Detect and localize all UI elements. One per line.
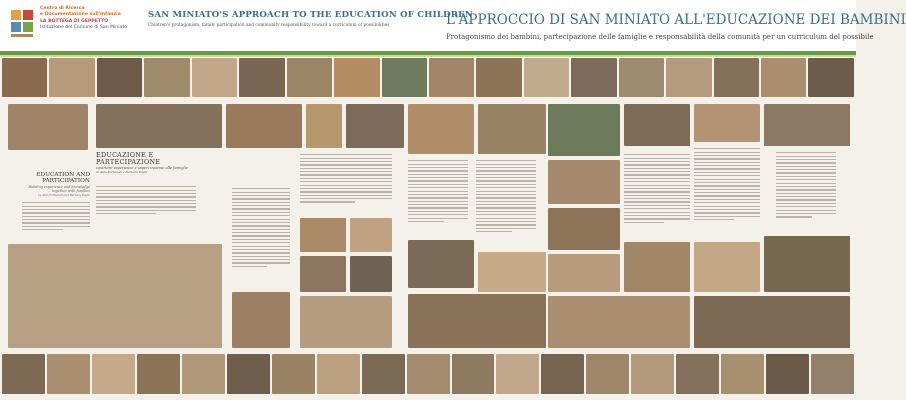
photo-art-corner	[548, 208, 620, 250]
section-subtitle-english: Building experience and knowledge together with families	[28, 184, 90, 194]
photo-celebration	[548, 296, 690, 348]
text-line	[300, 168, 392, 169]
photo-outdoor	[408, 240, 474, 288]
strip-photo-bottom	[766, 354, 809, 394]
text-line	[408, 207, 468, 208]
photo-children-drawing	[8, 104, 88, 150]
text-line	[624, 195, 690, 196]
photo-toddlers	[694, 242, 760, 292]
text-line	[232, 225, 290, 226]
text-line	[96, 206, 196, 207]
logo-line-4: Istituzione del Comune di San Miniato	[40, 25, 127, 31]
text-line	[624, 205, 690, 206]
text-line	[232, 205, 290, 206]
text-line	[232, 249, 290, 250]
text-line	[624, 222, 664, 223]
text-line	[300, 201, 355, 202]
text-line	[476, 167, 536, 168]
text-line	[694, 185, 760, 186]
strip-photo-top	[239, 58, 284, 97]
text-line	[232, 188, 290, 189]
text-line	[694, 168, 760, 169]
text-line	[408, 211, 468, 212]
strip-photo-top	[714, 58, 759, 97]
photo-children-table	[226, 104, 302, 148]
subtitle-english: Children's protagonism, family participation and community responsibility toward a curriculum of possibilities	[148, 23, 390, 28]
text-line	[776, 193, 836, 194]
text-column-italian-2	[476, 158, 536, 248]
text-line	[776, 176, 836, 177]
text-line	[694, 206, 760, 207]
subtitle-italian: Protagonismo dei bambini, partecipazione delle famiglie e responsabilità della comunità per un curriculum del possibile	[446, 33, 874, 41]
strip-photo-top	[2, 58, 47, 97]
strip-photo-top	[666, 58, 711, 97]
text-line	[300, 188, 392, 189]
text-line	[476, 170, 536, 171]
text-line	[694, 212, 760, 213]
strip-photo-bottom	[721, 354, 764, 394]
text-line	[476, 174, 536, 175]
section-authors-english: by Aldo Fortunati and Barbara Pagni	[37, 193, 90, 198]
text-line	[232, 195, 290, 196]
strip-photo-top	[144, 58, 189, 97]
text-line	[232, 242, 290, 243]
title-english: SAN MINIATO'S APPROACH TO THE EDUCATION OF CHILDREN	[148, 10, 473, 20]
photo-dance	[300, 296, 392, 348]
text-line	[624, 215, 690, 216]
strip-photo-bottom	[631, 354, 674, 394]
strip-photo-bottom	[676, 354, 719, 394]
strip-photo-bottom	[407, 354, 450, 394]
text-line	[776, 159, 836, 160]
text-line	[776, 196, 836, 197]
text-line	[476, 218, 536, 219]
photo-reading	[478, 252, 546, 292]
text-line	[776, 210, 836, 211]
text-line	[624, 178, 690, 179]
text-line	[476, 214, 536, 215]
logo-text	[40, 6, 140, 32]
text-line	[476, 184, 536, 185]
text-line	[694, 179, 760, 180]
text-line	[408, 218, 468, 219]
text-line	[232, 208, 290, 209]
text-line	[408, 204, 468, 205]
text-line	[476, 228, 536, 229]
text-line	[300, 198, 392, 199]
text-line	[232, 212, 290, 213]
text-column-english-3	[624, 152, 690, 238]
text-line	[96, 203, 196, 204]
text-line	[96, 210, 196, 211]
section-subtitle-italian: costruire esperienze e saperi insieme alle famiglie	[96, 166, 188, 170]
text-line	[694, 175, 760, 176]
strip-photo-top	[334, 58, 379, 97]
text-line	[232, 246, 290, 247]
photo-play-area	[624, 242, 690, 292]
photo-parents	[350, 256, 392, 292]
strip-photo-bottom	[541, 354, 584, 394]
text-line	[476, 201, 536, 202]
text-line	[96, 186, 196, 187]
text-line	[776, 162, 836, 163]
logo-icon	[8, 6, 38, 42]
strip-photo-top	[49, 58, 94, 97]
text-line	[776, 172, 836, 173]
text-line	[694, 209, 760, 210]
strip-photo-top	[382, 58, 427, 97]
photo-strip-bottom	[2, 354, 854, 394]
text-line	[96, 190, 196, 191]
text-line	[476, 180, 536, 181]
text-line	[624, 168, 690, 169]
strip-photo-top	[429, 58, 474, 97]
text-line	[232, 219, 290, 220]
text-line	[476, 187, 536, 188]
text-line	[232, 198, 290, 199]
text-line	[300, 185, 392, 186]
text-line	[694, 182, 760, 183]
photo-lunch	[232, 292, 290, 348]
text-line	[776, 186, 836, 187]
text-line	[476, 207, 536, 208]
text-line	[232, 262, 290, 263]
text-line	[694, 195, 760, 196]
strip-photo-bottom	[272, 354, 315, 394]
text-line	[232, 222, 290, 223]
strip-photo-top	[524, 58, 569, 97]
text-line	[694, 155, 760, 156]
text-line	[408, 170, 468, 171]
text-column-english-intro	[22, 200, 90, 240]
text-line	[694, 165, 760, 166]
text-line	[300, 171, 392, 172]
photo-educators	[624, 104, 690, 146]
text-line	[776, 183, 836, 184]
text-line	[408, 180, 468, 181]
text-line	[300, 154, 392, 155]
text-line	[96, 193, 196, 194]
text-line	[300, 164, 392, 165]
text-line	[776, 203, 836, 204]
photo-large-classroom	[8, 244, 222, 348]
strip-photo-top	[287, 58, 332, 97]
text-line	[232, 259, 290, 260]
photo-child-play	[306, 104, 342, 148]
photo-courtyard	[764, 236, 850, 292]
text-line	[476, 164, 536, 165]
text-line	[624, 181, 690, 182]
text-line	[22, 202, 90, 203]
logo-line-1: Centro di Ricerca	[40, 6, 85, 11]
text-line	[22, 209, 90, 210]
italian-section-heading	[96, 152, 196, 175]
text-line	[624, 174, 690, 175]
photo-workshop	[478, 104, 546, 154]
strip-photo-top	[571, 58, 616, 97]
text-line	[624, 164, 690, 165]
photo-meeting-room	[764, 104, 850, 146]
text-line	[624, 161, 690, 162]
text-line	[476, 231, 512, 232]
text-line	[300, 191, 392, 192]
photo-group-activity	[350, 218, 392, 252]
text-line	[776, 199, 836, 200]
text-line	[232, 266, 267, 267]
text-line	[22, 219, 90, 220]
text-line	[776, 189, 836, 190]
text-line	[300, 174, 392, 175]
text-line	[776, 166, 836, 167]
text-line	[694, 192, 760, 193]
text-line	[694, 216, 760, 217]
photo-exhibition	[694, 104, 760, 142]
text-line	[300, 195, 392, 196]
text-line	[408, 214, 468, 215]
text-line	[232, 239, 290, 240]
text-line	[694, 219, 734, 220]
strip-photo-top	[97, 58, 142, 97]
text-column-italian-1	[300, 152, 392, 212]
text-line	[22, 212, 90, 213]
text-line	[624, 154, 690, 155]
text-line	[408, 187, 468, 188]
text-line	[624, 188, 690, 189]
photo-strip-top	[2, 58, 854, 97]
text-line	[408, 197, 468, 198]
text-line	[232, 202, 290, 203]
text-column-italian-4	[776, 150, 836, 230]
text-line	[694, 162, 760, 163]
text-line	[408, 201, 468, 202]
text-line	[232, 192, 290, 193]
text-line	[476, 221, 536, 222]
text-line	[476, 224, 536, 225]
text-line	[22, 222, 90, 223]
text-line	[300, 178, 392, 179]
text-line	[408, 164, 468, 165]
strip-photo-bottom	[317, 354, 360, 394]
text-line	[22, 229, 63, 230]
text-line	[232, 229, 290, 230]
text-line	[408, 167, 468, 168]
strip-photo-top	[476, 58, 521, 97]
section-authors-italian: di Aldo Fortunati e Barbara Pagni	[96, 170, 148, 175]
text-column-italian-intro	[96, 184, 196, 224]
text-line	[408, 160, 468, 161]
strip-photo-bottom	[496, 354, 539, 394]
text-line	[408, 177, 468, 178]
strip-photo-bottom	[92, 354, 135, 394]
strip-photo-bottom	[586, 354, 629, 394]
logo-line-3: LA BOTTEGA DI GEPPETTO	[40, 18, 109, 24]
photo-families-together	[408, 294, 546, 348]
text-line	[624, 218, 690, 219]
text-line	[408, 194, 468, 195]
photo-children-circle	[548, 254, 620, 292]
text-line	[232, 215, 290, 216]
text-line	[300, 158, 392, 159]
text-line	[232, 235, 290, 236]
photo-family-meeting	[408, 104, 474, 154]
text-line	[694, 148, 760, 149]
text-line	[776, 156, 836, 157]
text-line	[624, 198, 690, 199]
english-section-heading	[22, 172, 90, 197]
header-stripe-light	[0, 55, 856, 57]
strip-photo-bottom	[182, 354, 225, 394]
strip-photo-bottom	[227, 354, 270, 394]
text-line	[232, 232, 290, 233]
text-line	[300, 161, 392, 162]
text-column-english-2	[408, 158, 468, 234]
strip-photo-top	[761, 58, 806, 97]
text-line	[408, 221, 444, 222]
text-line	[476, 191, 536, 192]
photo-nursery-room	[96, 104, 222, 148]
strip-photo-bottom	[362, 354, 405, 394]
text-line	[476, 194, 536, 195]
text-line	[624, 208, 690, 209]
strip-photo-bottom	[811, 354, 854, 394]
text-line	[624, 185, 690, 186]
text-line	[776, 216, 812, 217]
text-line	[624, 201, 690, 202]
photo-building-blocks	[548, 160, 620, 204]
text-line	[776, 169, 836, 170]
text-column-italian-3	[694, 146, 760, 236]
photo-classroom	[346, 104, 404, 148]
text-column-english-1	[232, 186, 290, 284]
text-line	[694, 202, 760, 203]
strip-photo-bottom	[137, 354, 180, 394]
text-line	[776, 152, 836, 153]
text-line	[476, 177, 536, 178]
photo-teacher-children	[300, 218, 346, 252]
strip-photo-bottom	[452, 354, 495, 394]
text-line	[300, 181, 392, 182]
strip-photo-top	[808, 58, 853, 97]
strip-photo-bottom	[47, 354, 90, 394]
text-line	[694, 152, 760, 153]
section-title-english: EDUCATION AND PARTICIPATION	[36, 172, 90, 185]
text-line	[694, 189, 760, 190]
photo-painting	[300, 256, 346, 292]
section-title-italian: EDUCAZIONE E PARTECIPAZIONE	[96, 151, 161, 166]
text-line	[776, 206, 836, 207]
text-line	[694, 199, 760, 200]
text-line	[96, 196, 196, 197]
photo-group-outside	[694, 296, 850, 348]
strip-photo-bottom	[2, 354, 45, 394]
text-line	[22, 216, 90, 217]
text-line	[694, 158, 760, 159]
text-line	[694, 172, 760, 173]
text-line	[776, 213, 836, 214]
logo-line-2: e Documentazione sull'Infanzia	[40, 12, 121, 18]
text-line	[776, 179, 836, 180]
text-line	[408, 191, 468, 192]
text-line	[476, 160, 536, 161]
text-line	[476, 197, 536, 198]
text-line	[408, 174, 468, 175]
text-line	[476, 204, 536, 205]
strip-photo-top	[192, 58, 237, 97]
title-italian: L'APPROCCIO DI SAN MINIATO ALL'EDUCAZIONE DEI BAMBINI	[446, 12, 906, 28]
photo-garden	[548, 104, 620, 156]
text-line	[408, 184, 468, 185]
text-line	[476, 211, 536, 212]
text-line	[232, 256, 290, 257]
text-line	[22, 206, 90, 207]
strip-photo-top	[619, 58, 664, 97]
text-line	[624, 158, 690, 159]
text-line	[96, 200, 196, 201]
text-line	[22, 226, 90, 227]
text-line	[624, 212, 690, 213]
text-line	[624, 171, 690, 172]
text-line	[96, 213, 156, 214]
text-line	[232, 252, 290, 253]
text-line	[624, 191, 690, 192]
